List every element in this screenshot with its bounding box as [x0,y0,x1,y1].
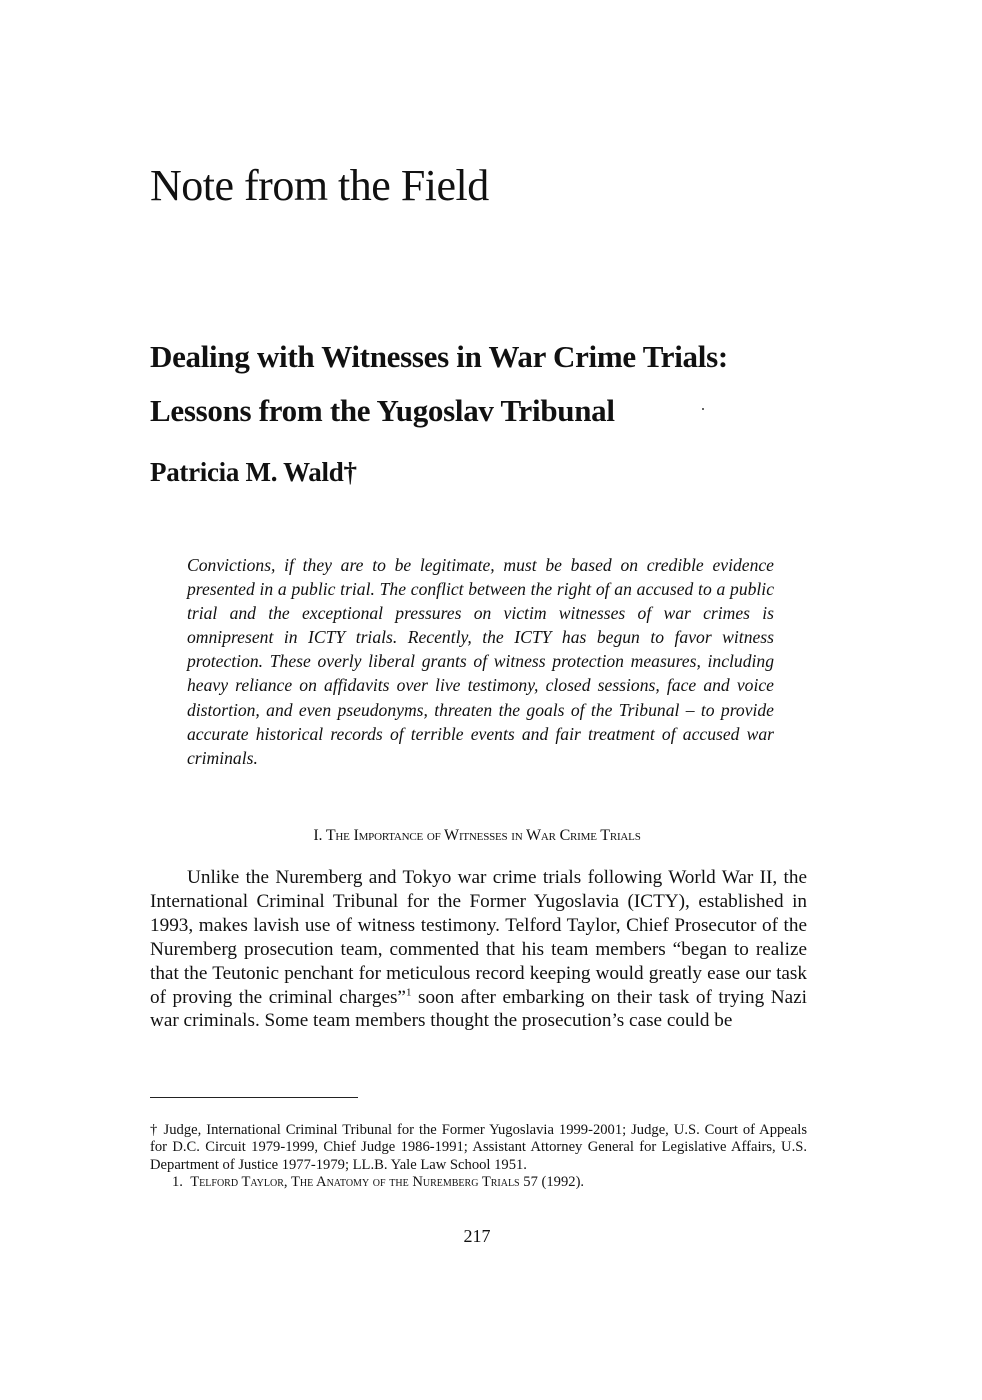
section-heading: I. The Importance of Witnesses in War Crime Trials [313,827,641,844]
author-footnote-mark: † [343,457,357,487]
footnote-1: 1. Telford Taylor, The Anatomy of the Nuremberg Trials 57 (1992). [172,1174,585,1191]
page-number: 217 [463,1226,491,1246]
article-title-line-1: Dealing with Witnesses in War Crime Trials: [150,339,728,374]
footnote-divider [150,1097,358,1098]
footnote-citation: 57 (1992). [519,1174,585,1191]
footnote-number: 1. [172,1174,183,1191]
body-text-part-2: soon after embarking on their task of trying Nazi war criminals. Some team members thought the prosecution’s case could be [150,986,807,1032]
footnote-cited-author: Telford Taylor [190,1174,284,1191]
footnote-author [150,1122,807,1174]
body-paragraph [150,866,807,1033]
section-label: Note from the Field [150,161,489,210]
scan-artifact [702,408,704,410]
footnote-cited-work: The Anatomy of the Nuremberg Trials [290,1174,520,1191]
article-title [150,330,728,438]
abstract: Convictions, if they are to be legitimate, must be based on credible evidence presented in a public trial. The conflict between the right of an accused to a public trial and the exceptional pressures on victim witnesses of war crimes is omnipresent in ICTY trials. Recently, the ICTY has begun to favor witness protection. These overly liberal grants of witness protection measures, including heavy reliance on affidavits over live testimony, closed sessions, face and voice distortion, and even pseudonyms, threaten the goals of the Tribunal – to provide accurate historical records of terrible events and fair treatment of accused war criminals. [187,555,774,768]
footnote-mark: † [150,1122,159,1138]
author-byline [150,457,357,488]
author-name: Patricia M. Wald [150,457,344,487]
article-title-line-2: Lessons from the Yugoslav Tribunal [150,393,615,428]
footnote-text: Judge, International Criminal Tribunal for the Former Yugoslavia 1999-2001; Judge, U.S. Court of Appeals for D.C. Circuit 1979-1999, Chief Judge 1986-1991; Assistant Attorney General for Legislative Affairs, U.S. Department of Justice 1977-1979; LL.B. Yale Law School 1951. [150,1122,807,1173]
footnotes [150,1122,807,1192]
body-text-part-1: Unlike the Nuremberg and Tokyo war crime trials following World War II, the International Criminal Tribunal for the Former Yugoslavia (ICTY), established in 1993, makes lavish use of witness testimony. Telford Taylor, Chief Prosecutor of the Nuremberg prosecution team, commented that his team members “began to realize that the Teutonic penchant for meticulous record keeping would greatly ease our task of proving the criminal charges” [150,867,807,1008]
footnote-reference: 1 [405,986,412,999]
